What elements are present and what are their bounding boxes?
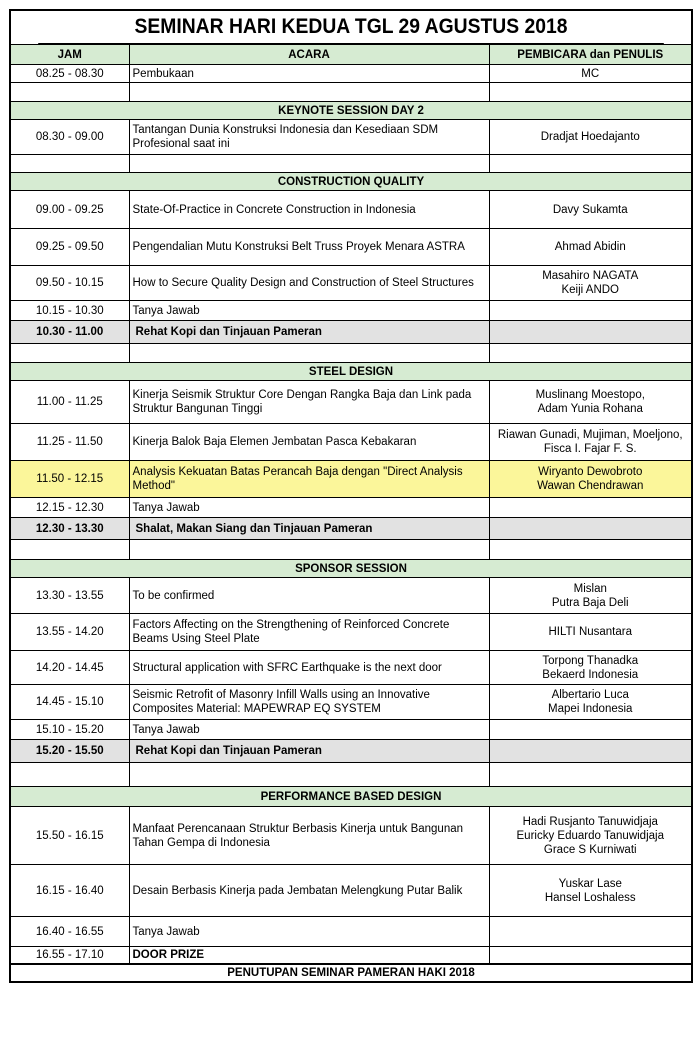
spacer-row <box>11 83 691 102</box>
session-row <box>11 720 691 740</box>
speaker-name: Davy Sukamta <box>552 203 628 216</box>
section-row <box>11 102 691 120</box>
speaker-cell <box>489 120 691 155</box>
time-cell: 13.30 - 13.55 <box>11 578 129 614</box>
time-cell: 16.55 - 17.10 <box>11 947 129 964</box>
event-cell: Pembukaan <box>129 65 489 83</box>
speaker-name: Albertario Luca <box>551 689 629 701</box>
time-cell: 10.30 - 11.00 <box>11 321 129 344</box>
time-cell: 15.20 - 15.50 <box>11 740 129 763</box>
section-title: PERFORMANCE BASED DESIGN <box>11 787 691 807</box>
speaker-name: Wawan Chendrawan <box>537 480 644 492</box>
event-cell: Manfaat Perencanaan Struktur Berbasis Kinerja untuk Bangunan Tahan Gempa di Indonesia <box>129 807 489 865</box>
speaker-name: Dradjat Hoedajanto <box>540 131 640 143</box>
event-cell: Pengendalian Mutu Konstruksi Belt Truss Proyek Menara ASTRA <box>129 229 489 266</box>
speaker-name: Riawan Gunadi, Mujiman, Moeljono, <box>497 429 683 441</box>
speaker-cell <box>489 651 691 685</box>
time-cell: 09.50 - 10.15 <box>11 266 129 301</box>
empty-cell <box>489 540 691 560</box>
spacer-row <box>11 763 691 787</box>
speaker-cell <box>489 720 691 740</box>
speaker-name: Hansel Loshaless <box>544 891 636 904</box>
speaker-cell <box>489 321 691 344</box>
speaker-cell <box>489 229 691 266</box>
speaker-cell <box>489 498 691 518</box>
speaker-name: Fisca I. Fajar F. S. <box>543 443 637 455</box>
time-cell: 09.00 - 09.25 <box>11 191 129 229</box>
speaker-name: MC <box>581 67 600 80</box>
event-cell: Seismic Retrofit of Masonry Infill Walls using an Innovative Composites Material: MAPEWRAP EQ SYSTEM <box>129 685 489 720</box>
session-row <box>11 381 691 424</box>
empty-cell <box>129 155 489 173</box>
session-row <box>11 266 691 301</box>
session-row <box>11 65 691 83</box>
speaker-cell <box>489 807 691 865</box>
speaker-cell <box>489 65 691 83</box>
speaker-cell <box>489 518 691 540</box>
time-cell: 08.25 - 08.30 <box>11 65 129 83</box>
header-time: JAM <box>11 45 129 65</box>
time-cell: 10.15 - 10.30 <box>11 301 129 321</box>
session-row <box>11 578 691 614</box>
break-row <box>11 518 691 540</box>
session-row <box>11 917 691 947</box>
speaker-cell <box>489 865 691 917</box>
time-cell: 15.50 - 16.15 <box>11 807 129 865</box>
break-row <box>11 947 691 964</box>
break-row <box>11 740 691 763</box>
speaker-name: Ahmad Abidin <box>554 241 626 253</box>
speaker-name: Grace S Kurniwati <box>543 843 637 856</box>
spacer-row <box>11 155 691 173</box>
section-title: SPONSOR SESSION <box>11 560 691 578</box>
break-row <box>11 321 691 344</box>
speaker-cell <box>489 461 691 498</box>
empty-cell <box>489 155 691 173</box>
schedule-sheet <box>9 9 693 983</box>
page-title: SEMINAR HARI KEDUA TGL 29 AGUSTUS 2018 <box>38 11 664 44</box>
event-cell: Kinerja Balok Baja Elemen Jembatan Pasca Kebakaran <box>129 424 489 461</box>
speaker-name: HILTI Nusantara <box>548 626 632 638</box>
time-cell: 16.40 - 16.55 <box>11 917 129 947</box>
spacer-row <box>11 540 691 560</box>
speaker-name: Putra Baja Deli <box>551 596 629 609</box>
empty-cell <box>129 83 489 102</box>
session-row <box>11 191 691 229</box>
speaker-name: Muslinang Moestopo, <box>535 389 645 401</box>
event-cell: Desain Berbasis Kinerja pada Jembatan Melengkung Putar Balik <box>129 865 489 917</box>
time-cell: 09.25 - 09.50 <box>11 229 129 266</box>
speaker-cell <box>489 614 691 651</box>
time-cell: 12.30 - 13.30 <box>11 518 129 540</box>
session-row <box>11 120 691 155</box>
closing-footer: PENUTUPAN SEMINAR PAMERAN HAKI 2018 <box>11 964 691 981</box>
time-cell: 14.45 - 15.10 <box>11 685 129 720</box>
event-cell: Tanya Jawab <box>129 917 489 947</box>
speaker-cell <box>489 424 691 461</box>
session-row <box>11 807 691 865</box>
time-cell: 14.20 - 14.45 <box>11 651 129 685</box>
speaker-cell <box>489 947 691 964</box>
empty-cell <box>11 540 129 560</box>
speaker-name: Wiryanto Dewobroto <box>538 466 643 478</box>
session-row <box>11 614 691 651</box>
session-row <box>11 301 691 321</box>
event-cell: Tanya Jawab <box>129 720 489 740</box>
header-row <box>11 45 691 65</box>
empty-cell <box>11 155 129 173</box>
session-row <box>11 685 691 720</box>
speaker-cell <box>489 685 691 720</box>
event-cell: How to Secure Quality Design and Construction of Steel Structures <box>129 266 489 301</box>
event-cell: Factors Affecting on the Strengthening of Reinforced Concrete Beams Using Steel Plate <box>129 614 489 651</box>
event-cell: Analysis Kekuatan Batas Perancah Baja dengan "Direct Analysis Method" <box>129 461 489 498</box>
speaker-cell <box>489 381 691 424</box>
event-cell: Structural application with SFRC Earthquake is the next door <box>129 651 489 685</box>
time-cell: 11.25 - 11.50 <box>11 424 129 461</box>
speaker-cell <box>489 740 691 763</box>
time-cell: 13.55 - 14.20 <box>11 614 129 651</box>
section-title: CONSTRUCTION QUALITY <box>11 173 691 191</box>
empty-cell <box>11 763 129 787</box>
empty-cell <box>489 344 691 363</box>
speaker-name: Mislan <box>573 582 607 595</box>
event-cell: Shalat, Makan Siang dan Tinjauan Pameran <box>129 518 489 540</box>
speaker-name: Euricky Eduardo Tanuwidjaja <box>516 829 664 842</box>
event-cell: DOOR PRIZE <box>129 947 489 964</box>
empty-cell <box>129 344 489 363</box>
speaker-cell <box>489 917 691 947</box>
speaker-name: Yuskar Lase <box>558 877 622 890</box>
spacer-row <box>11 344 691 363</box>
speaker-name: Keiji ANDO <box>561 284 620 296</box>
session-row <box>11 461 691 498</box>
speaker-cell <box>489 191 691 229</box>
session-row <box>11 229 691 266</box>
section-row <box>11 787 691 807</box>
speaker-name: Masahiro NAGATA <box>542 270 639 282</box>
empty-cell <box>11 83 129 102</box>
header-speaker: PEMBICARA dan PENULIS <box>489 45 691 65</box>
time-cell: 16.15 - 16.40 <box>11 865 129 917</box>
section-title: STEEL DESIGN <box>11 363 691 381</box>
schedule-table <box>11 44 691 964</box>
header-event: ACARA <box>129 45 489 65</box>
speaker-name: Torpong Thanadka <box>542 654 639 667</box>
empty-cell <box>129 540 489 560</box>
event-cell: State-Of-Practice in Concrete Construction in Indonesia <box>129 191 489 229</box>
session-row <box>11 865 691 917</box>
section-title: KEYNOTE SESSION DAY 2 <box>11 102 691 120</box>
section-row <box>11 173 691 191</box>
speaker-cell <box>489 578 691 614</box>
event-cell: Kinerja Seismik Struktur Core Dengan Rangka Baja dan Link pada Struktur Bangunan Tinggi <box>129 381 489 424</box>
speaker-cell <box>489 301 691 321</box>
session-row <box>11 651 691 685</box>
section-row <box>11 560 691 578</box>
speaker-name: Bekaerd Indonesia <box>542 668 639 681</box>
event-cell: To be confirmed <box>129 578 489 614</box>
time-cell: 11.00 - 11.25 <box>11 381 129 424</box>
speaker-name: Mapei Indonesia <box>548 703 633 715</box>
empty-cell <box>489 83 691 102</box>
event-cell: Tanya Jawab <box>129 498 489 518</box>
time-cell: 15.10 - 15.20 <box>11 720 129 740</box>
event-cell: Rehat Kopi dan Tinjauan Pameran <box>129 740 489 763</box>
empty-cell <box>11 344 129 363</box>
time-cell: 12.15 - 12.30 <box>11 498 129 518</box>
speaker-name: Hadi Rusjanto Tanuwidjaja <box>522 815 658 828</box>
time-cell: 11.50 - 12.15 <box>11 461 129 498</box>
empty-cell <box>129 763 489 787</box>
session-row <box>11 424 691 461</box>
speaker-name: Adam Yunia Rohana <box>537 403 643 415</box>
event-cell: Tantangan Dunia Konstruksi Indonesia dan Kesediaan SDM Profesional saat ini <box>129 120 489 155</box>
empty-cell <box>489 763 691 787</box>
section-row <box>11 363 691 381</box>
event-cell: Rehat Kopi dan Tinjauan Pameran <box>129 321 489 344</box>
session-row <box>11 498 691 518</box>
time-cell: 08.30 - 09.00 <box>11 120 129 155</box>
event-cell: Tanya Jawab <box>129 301 489 321</box>
speaker-cell <box>489 266 691 301</box>
